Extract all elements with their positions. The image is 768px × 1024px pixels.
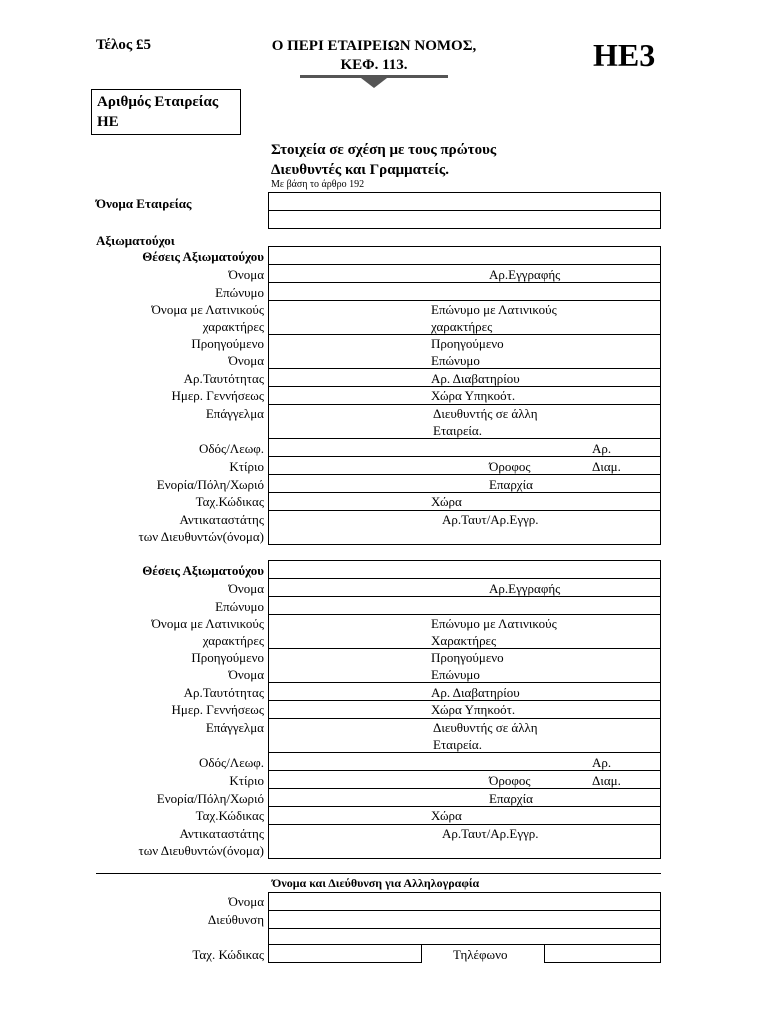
officer-2-latin-name-label-2: χαρακτήρες — [202, 633, 264, 648]
officer-1-position-field[interactable] — [268, 246, 661, 265]
legal-basis: Με βάση το άρθρο 192 — [271, 179, 365, 190]
officer-2-apt-label-2: Διαμ. — [592, 773, 621, 788]
officer-2-latin-surname-label: Επώνυμο με Λατινικούς — [431, 616, 557, 631]
officer-1-alternate-label-2: των Διευθυντών(όνομα) — [138, 529, 264, 544]
officer-1-latin-name-label-2: χαρακτήρες — [202, 319, 264, 334]
officer-1-prev-name-label-2: Όνομα — [228, 353, 264, 368]
officer-2-floor-label: Όροφος — [489, 773, 531, 788]
officer-2-birth-date-label: Ημερ. Γεννήσεως — [171, 702, 264, 717]
correspondence-name-field[interactable] — [268, 892, 661, 911]
officer-1-street-label: Οδός/Λεωφ. — [199, 441, 264, 456]
officer-2-other-director-label: Διευθυντής σε άλλη — [433, 720, 538, 735]
officer-1-surname-label: Επώνυμο — [215, 285, 264, 300]
correspondence-phone-field[interactable] — [544, 944, 661, 963]
officer-2-other-director-label-2: Εταιρεία. — [433, 737, 482, 752]
officer-2-nationality-label: Χώρα Υπηκοότ. — [431, 702, 516, 717]
officer-2-alternate-label: Αντικαταστάτης — [179, 826, 264, 841]
officer-1-country-label: Χώρα — [431, 494, 462, 509]
officer-2-prev-name-label: Προηγούμενο — [191, 650, 264, 665]
officer-2-position-label: Θέσεις Αξιωματούχου — [142, 563, 264, 578]
officer-2-passport-label: Αρ. Διαβατηρίου — [431, 685, 520, 700]
fee-label: Τέλος £5 — [96, 37, 151, 53]
officer-1-parish-label: Ενορία/Πόλη/Χωριό — [156, 477, 264, 492]
officer-2-occupation-label: Επάγγελμα — [205, 720, 264, 735]
officer-1-alternate-label: Αντικαταστάτης — [179, 512, 264, 527]
form-heading-line1: Στοιχεία σε σχέση με τους πρώτους — [271, 142, 497, 158]
officer-1-alt-id-label: Αρ.Ταυτ/Αρ.Εγγρ. — [442, 512, 539, 527]
officer-1-building-label: Κτίριο — [229, 459, 264, 474]
officer-1-nationality-label: Χώρα Υπηκοότ. — [431, 388, 516, 403]
officer-2-name-label: Όνομα — [228, 581, 264, 596]
officer-1-other-director-label: Διευθυντής σε άλλη — [433, 406, 538, 421]
officer-1-name-field[interactable] — [268, 264, 661, 283]
officer-2-latin-name-label: Όνομα με Λατινικούς — [151, 616, 264, 631]
correspondence-address-field[interactable] — [268, 910, 661, 929]
company-name-label: Όνομα Εταιρείας — [96, 196, 192, 211]
form-heading-line2: Διευθυντές και Γραμματείς. — [271, 162, 450, 178]
officer-2-reg-no-label: Αρ.Εγγραφής — [489, 581, 561, 596]
section-divider — [96, 873, 661, 874]
officer-1-apt-label: Αρ. — [592, 441, 612, 456]
officer-1-latin-surname-label: Επώνυμο με Λατινικούς — [431, 302, 557, 317]
officer-1-birth-date-label: Ημερ. Γεννήσεως — [171, 388, 264, 403]
company-number-prefix: ΗΕ — [97, 114, 119, 130]
officer-1-latin-name-label: Όνομα με Λατινικούς — [151, 302, 264, 317]
officer-2-country-label: Χώρα — [431, 808, 462, 823]
law-title: Ο ΠΕΡΙ ΕΤΑΙΡΕΙΩΝ ΝΟΜΟΣ, — [271, 38, 477, 54]
correspondence-phone-label: Τηλέφωνο — [453, 947, 508, 962]
law-chapter: ΚΕΦ. 113. — [340, 57, 408, 73]
officer-1-name-label: Όνομα — [228, 267, 264, 282]
officer-2-district-label: Επαρχία — [489, 791, 533, 806]
correspondence-address-field-2[interactable] — [268, 928, 661, 945]
officer-1-parish-field[interactable] — [268, 474, 661, 493]
officer-1-floor-label: Όροφος — [489, 459, 531, 474]
correspondence-name-label: Όνομα — [228, 894, 264, 909]
officer-1-surname-field[interactable] — [268, 282, 661, 301]
officer-2-alternate-label-2: των Διευθυντών(όνομα) — [138, 843, 264, 858]
officer-2-id-label: Αρ.Ταυτότητας — [183, 685, 264, 700]
officer-1-prev-surname-label: Προηγούμενο — [431, 336, 504, 351]
officer-1-apt-label-2: Διαμ. — [592, 459, 621, 474]
correspondence-postcode-field[interactable] — [268, 944, 422, 963]
correspondence-postcode-label: Ταχ. Κώδικας — [192, 947, 264, 962]
officer-2-parish-field[interactable] — [268, 788, 661, 807]
officer-2-surname-field[interactable] — [268, 596, 661, 615]
officer-2-surname-label: Επώνυμο — [215, 599, 264, 614]
officers-label: Αξιωματούχοι — [96, 233, 175, 248]
officer-2-street-label: Οδός/Λεωφ. — [199, 755, 264, 770]
officer-1-occupation-label: Επάγγελμα — [205, 406, 264, 421]
officer-1-postcode-field[interactable] — [268, 492, 661, 511]
company-name-field[interactable] — [268, 192, 661, 211]
officer-2-prev-name-label-2: Όνομα — [228, 667, 264, 682]
officer-1-id-label: Αρ.Ταυτότητας — [183, 371, 264, 386]
company-number-label: Αριθμός Εταιρείας — [97, 94, 219, 110]
company-name-field-2[interactable] — [268, 210, 661, 229]
officer-2-position-field[interactable] — [268, 560, 661, 579]
officer-2-latin-surname-label-2: Χαρακτήρες — [431, 633, 497, 648]
correspondence-address-label: Διεύθυνση — [207, 912, 264, 927]
officer-1-position-label: Θέσεις Αξιωματούχου — [142, 249, 264, 264]
officer-1-postcode-label: Ταχ.Κώδικας — [195, 494, 264, 509]
officer-2-name-field[interactable] — [268, 578, 661, 597]
correspondence-heading: Όνομα και Διεύθυνση για Αλληλογραφία — [272, 876, 480, 890]
officer-1-latin-surname-label-2: χαρακτήρες — [431, 319, 493, 334]
officer-2-prev-surname-label-2: Επώνυμο — [431, 667, 480, 682]
officer-2-apt-label: Αρ. — [592, 755, 612, 770]
officer-1-prev-surname-label-2: Επώνυμο — [431, 353, 480, 368]
officer-2-prev-surname-label: Προηγούμενο — [431, 650, 504, 665]
officer-2-parish-label: Ενορία/Πόλη/Χωριό — [156, 791, 264, 806]
officer-1-district-label: Επαρχία — [489, 477, 533, 492]
form-code: ΗΕ3 — [593, 37, 656, 73]
officer-2-building-label: Κτίριο — [229, 773, 264, 788]
officer-1-passport-label: Αρ. Διαβατηρίου — [431, 371, 520, 386]
officer-2-postcode-field[interactable] — [268, 806, 661, 825]
arrow-down-icon — [361, 78, 387, 88]
company-number-box[interactable] — [91, 89, 241, 135]
officer-1-prev-name-label: Προηγούμενο — [191, 336, 264, 351]
officer-2-alt-id-label: Αρ.Ταυτ/Αρ.Εγγρ. — [442, 826, 539, 841]
officer-2-postcode-label: Ταχ.Κώδικας — [195, 808, 264, 823]
officer-1-other-director-label-2: Εταιρεία. — [433, 423, 482, 438]
officer-1-reg-no-label: Αρ.Εγγραφής — [489, 267, 561, 282]
